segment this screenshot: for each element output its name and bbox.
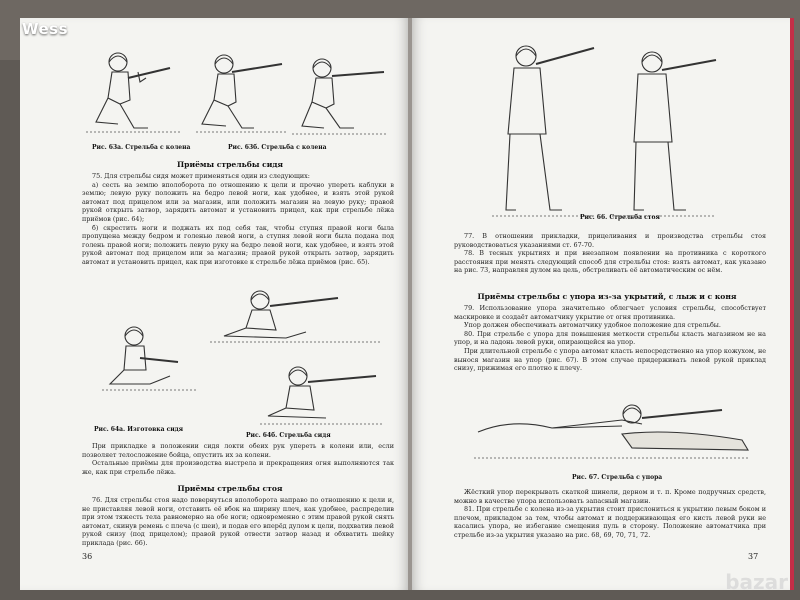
- paragraph: б) скрестить ноги и поджать их под себя так, чтобы ступня правой ноги была пропущена между бедром и голенью левой ноги, а ступня левой ноги была подана под голень правой ноги; положить левую руку на бедро левой ноги, как удобнее, и взять этой рукой автомат под прицелом или за магазин; правой рукой открыть затвор, зарядить автомат и установить прицел, как при изготовке к стрельбе лёжа приёмов (рис. 65).: [82, 223, 394, 266]
- caption-fig64b: Рис. 64б. Стрельба сидя: [246, 432, 331, 439]
- paragraph: Упор должен обеспечивать автоматчику удобное положение для стрельбы.: [464, 321, 721, 330]
- sitting-text-block: [82, 172, 394, 267]
- figure-66-standing-soldier-side: [608, 38, 718, 224]
- caption-fig66: Рис. 66. Стрельба стоя: [580, 214, 660, 221]
- paragraph: а) сесть на землю вполоборота по отношению к цели и прочно упереть каблуки в землю; левую руку положить на бедро левой ноги, как удобнее, и взять этой рукой автомат под прицелом или за магазин, или положить магазин на левую руку; правой рукой открыть затвор, зарядить автомат и установить прицел, как при стрельбе лёжа приёмов (рис. 64);: [82, 180, 394, 223]
- page-number-left: 36: [82, 552, 93, 561]
- paragraph: Жёсткий упор перекрывать скаткой шинели, дерном и т. п. Кроме подручных средств, можно в качестве упора использовать запасный магазин.: [454, 488, 766, 505]
- figure-63b-kneeling-soldier-alt: [288, 48, 388, 140]
- bottom-text-block: [454, 488, 766, 540]
- site-logo: bazar: [725, 570, 788, 594]
- paragraph: 78. В тесных укрытиях и при внезапном появлении на противника с короткого расстояния при менять следующий способ для стрельбы стоя: взять автомат, как указано на рис. 73, направляя дулом на цель, обстреливать её автоматическим ос нём.: [454, 249, 766, 275]
- figure-64a-seated-ready: [100, 318, 200, 398]
- paragraph: 79. Использование упора значительно облегчает условия стрельбы, способствует маскировке и создаёт автоматчику укрытие от огня противника.: [454, 304, 766, 321]
- caption-fig67: Рис. 67. Стрельба с упора: [572, 474, 663, 481]
- caption-fig64a: Рис. 64а. Изготовка сидя: [94, 426, 184, 433]
- paragraph: Остальные приёмы для производства выстрела и прекращения огня выполняются так же, как при стрельбе лёжа.: [82, 459, 394, 476]
- paragraph: 77. В отношении прикладки, прицеливания и производства стрельбы стоя руководствоваться указаниями ст. 67-70.: [454, 232, 766, 249]
- figure-63b-kneeling-soldier: [192, 42, 288, 140]
- heading-rest: Приёмы стрельбы с упора из-за укрытий, с лыж и с коня: [477, 292, 737, 301]
- figure-64b-seated-firing-bottom: [256, 358, 386, 428]
- heading-sitting: Приёмы стрельбы сидя: [176, 160, 284, 169]
- paragraph: 80. При стрельбе с упора для повышения меткости стрельбы класть магазином не на упор, и на ладонь левой руки, опирающейся на упор.: [454, 329, 766, 347]
- paragraph: При прикладке в положении сидя локти обеих рук упереть в колени или, если позволяет телосложение бойца, опустить их за колени.: [82, 442, 394, 459]
- paragraph: При длительной стрельбе с упора автомат класть непосредственно на упор кожухом, не вынося магазин на упор (рис. 67). В этом случае придерживать левой рукой приклад снизу, прижимая его плотно к плечу.: [454, 346, 766, 373]
- paragraph: 81. При стрельбе с колена из-за укрытия стоит прислониться к укрытию левым боком и плечом, прикладом за тем, чтобы автомат и поддерживающая его кисть левой руки не касались упора, не избегание смещения пуль в сторону. Положение автоматчика при стрельбе из-за укрытия указано на рис. 68, 69, 70, 71, 72.: [454, 505, 766, 539]
- paragraph: 76. Для стрельбы стоя надо повернуться вполоборота направо по отношению к цели и, не приставляя левой ноги, отставить её вбок на ширину плеч, как удобнее, распределив при этом тяжесть тела равномерно на обе ноги; одновременно с этим правой рукой снять автомат, скинув ремень с плеча (с шеи), и подав его вперёд дулом к цели, подхватив левой рукой снизу (под прицелом); правой рукой отвести затвор назад и обхватить шейку приклада (рис. 66).: [82, 496, 394, 547]
- paragraph: 75. Для стрельбы сидя может применяться один из следующих:: [92, 172, 310, 180]
- caption-fig63a: Рис. 63а. Стрельба с колена: [92, 144, 191, 151]
- top-text-block: [454, 232, 766, 275]
- figure-63a-kneeling-soldier: [78, 42, 190, 140]
- figure-67-prone-rest: [472, 388, 752, 468]
- heading-standing: Приёмы стрельбы стоя: [177, 484, 283, 493]
- after-figure-text-block: [82, 442, 394, 476]
- page-number-right: 37: [748, 552, 759, 561]
- caption-fig63b: Рис. 63б. Стрельба с колена: [228, 144, 327, 151]
- standing-text-block: [82, 496, 394, 548]
- right-page: [412, 18, 794, 590]
- figure-66-standing-soldier-front: [488, 34, 598, 224]
- rest-text-block: [454, 304, 766, 373]
- figure-64b-seated-firing-top: [206, 284, 386, 346]
- open-book: [20, 18, 790, 590]
- watermark-text: Wess: [22, 20, 69, 38]
- left-page: [20, 18, 408, 590]
